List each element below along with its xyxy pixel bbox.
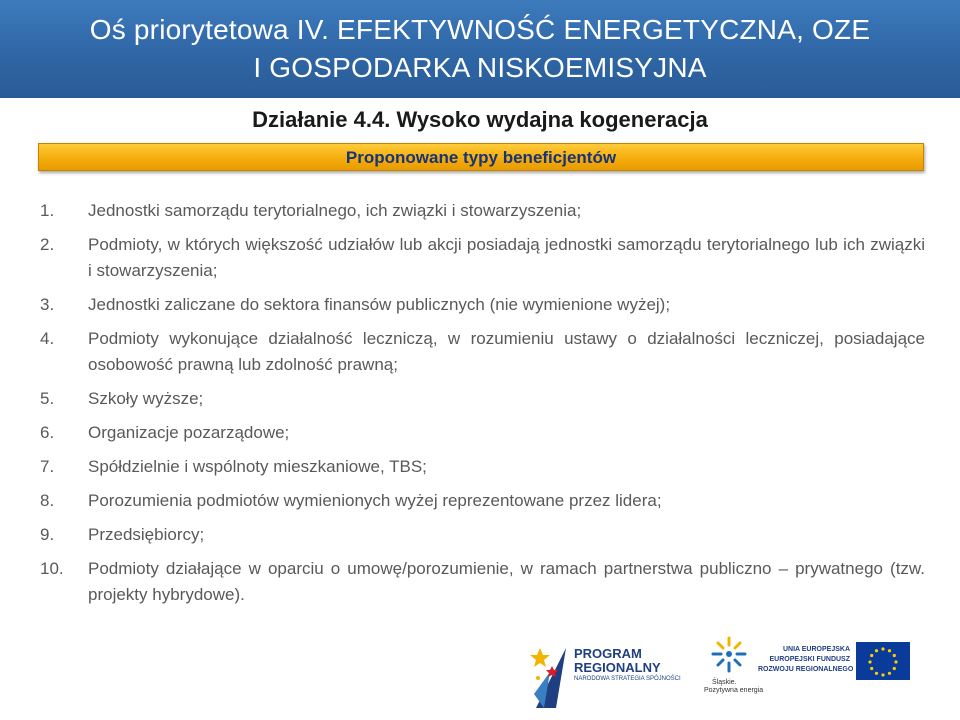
program-line1: PROGRAM <box>574 646 642 661</box>
list-item-text: Organizacje pozarządowe; <box>88 423 290 442</box>
list-item-number: 4. <box>40 329 55 348</box>
list-item <box>40 326 925 378</box>
list-item-text: Przedsiębiorcy; <box>88 525 205 544</box>
list-item-number: 10. <box>40 559 64 578</box>
list-item <box>40 454 925 480</box>
program-regionalny-logo <box>530 634 690 714</box>
program-line3: NARODOWA STRATEGIA SPÓJNOŚCI <box>574 676 681 682</box>
slide-title-line1: Oś priorytetowa IV. EFEKTYWNOŚĆ ENERGETYCZNA, OZE <box>89 14 871 45</box>
list-item-number: 1. <box>40 201 55 220</box>
slaskie-emblem-icon <box>700 634 758 678</box>
list-item-text: Spółdzielnie i wspólnoty mieszkaniowe, TBS; <box>88 457 427 476</box>
list-item-number: 8. <box>40 491 55 510</box>
list-item-number: 5. <box>40 389 55 408</box>
slaskie-line1: Śląskie. <box>712 679 737 686</box>
action-subtitle: Działanie 4.4. Wysoko wydajna kogeneracja <box>252 107 708 132</box>
list-item-text: Szkoły wyższe; <box>88 389 204 408</box>
list-item <box>40 420 925 446</box>
list-item-text: Podmioty działające w oparciu o umowę/porozumienie, w ramach partnerstwa publiczno – prywatnego (tzw. projekty hybrydowe). <box>88 559 925 604</box>
logo-footer <box>0 628 960 720</box>
list-item-number: 2. <box>40 235 55 254</box>
list-item-number: 3. <box>40 295 55 314</box>
list-item-text: Jednostki zaliczane do sektora finansów publicznych (nie wymienione wyżej); <box>88 295 671 314</box>
list-item-number: 6. <box>40 423 55 442</box>
list-item-number: 9. <box>40 525 55 544</box>
list-item <box>40 488 925 514</box>
program-regionalny-emblem-icon <box>530 634 570 714</box>
eu-line3: ROZWOJU REGIONALNEGO <box>758 666 854 673</box>
list-item-text: Jednostki samorządu terytorialnego, ich związki i stowarzyszenia; <box>88 201 582 220</box>
list-item-number: 7. <box>40 457 55 476</box>
beneficiaries-list <box>40 198 925 608</box>
eu-flag-icon <box>856 642 910 680</box>
list-item-text: Podmioty, w których większość udziałów lub akcji posiadają jednostki samorządu terytorialnego lub ich związki i stowarzyszenia; <box>88 235 925 280</box>
list-item-text: Porozumienia podmiotów wymienionych wyżej reprezentowane przez lidera; <box>88 491 662 510</box>
list-item <box>40 556 925 608</box>
list-item-text: Podmioty wykonujące działalność leczniczą, w rozumieniu ustawy o działalności leczniczej, posiadające osobowość prawną lub zdolność prawną; <box>88 329 925 374</box>
list-item <box>40 292 925 318</box>
slide-title-line2: I GOSPODARKA NISKOEMISYJNA <box>253 52 707 83</box>
slide-header <box>0 0 960 98</box>
section-label-bar <box>38 143 924 171</box>
eu-line1: UNIA EUROPEJSKA <box>782 646 850 653</box>
list-item <box>40 198 925 224</box>
eu-line2: EUROPEJSKI FUNDUSZ <box>769 656 850 663</box>
slaskie-logo <box>700 634 764 714</box>
list-item <box>40 522 925 548</box>
list-item <box>40 386 925 412</box>
list-item <box>40 232 925 284</box>
eu-fund-logo <box>758 638 918 694</box>
section-label: Proponowane typy beneficjentów <box>345 148 617 167</box>
slaskie-line2: Pozytywna energia <box>704 687 764 694</box>
program-line2: REGIONALNY <box>574 660 661 675</box>
